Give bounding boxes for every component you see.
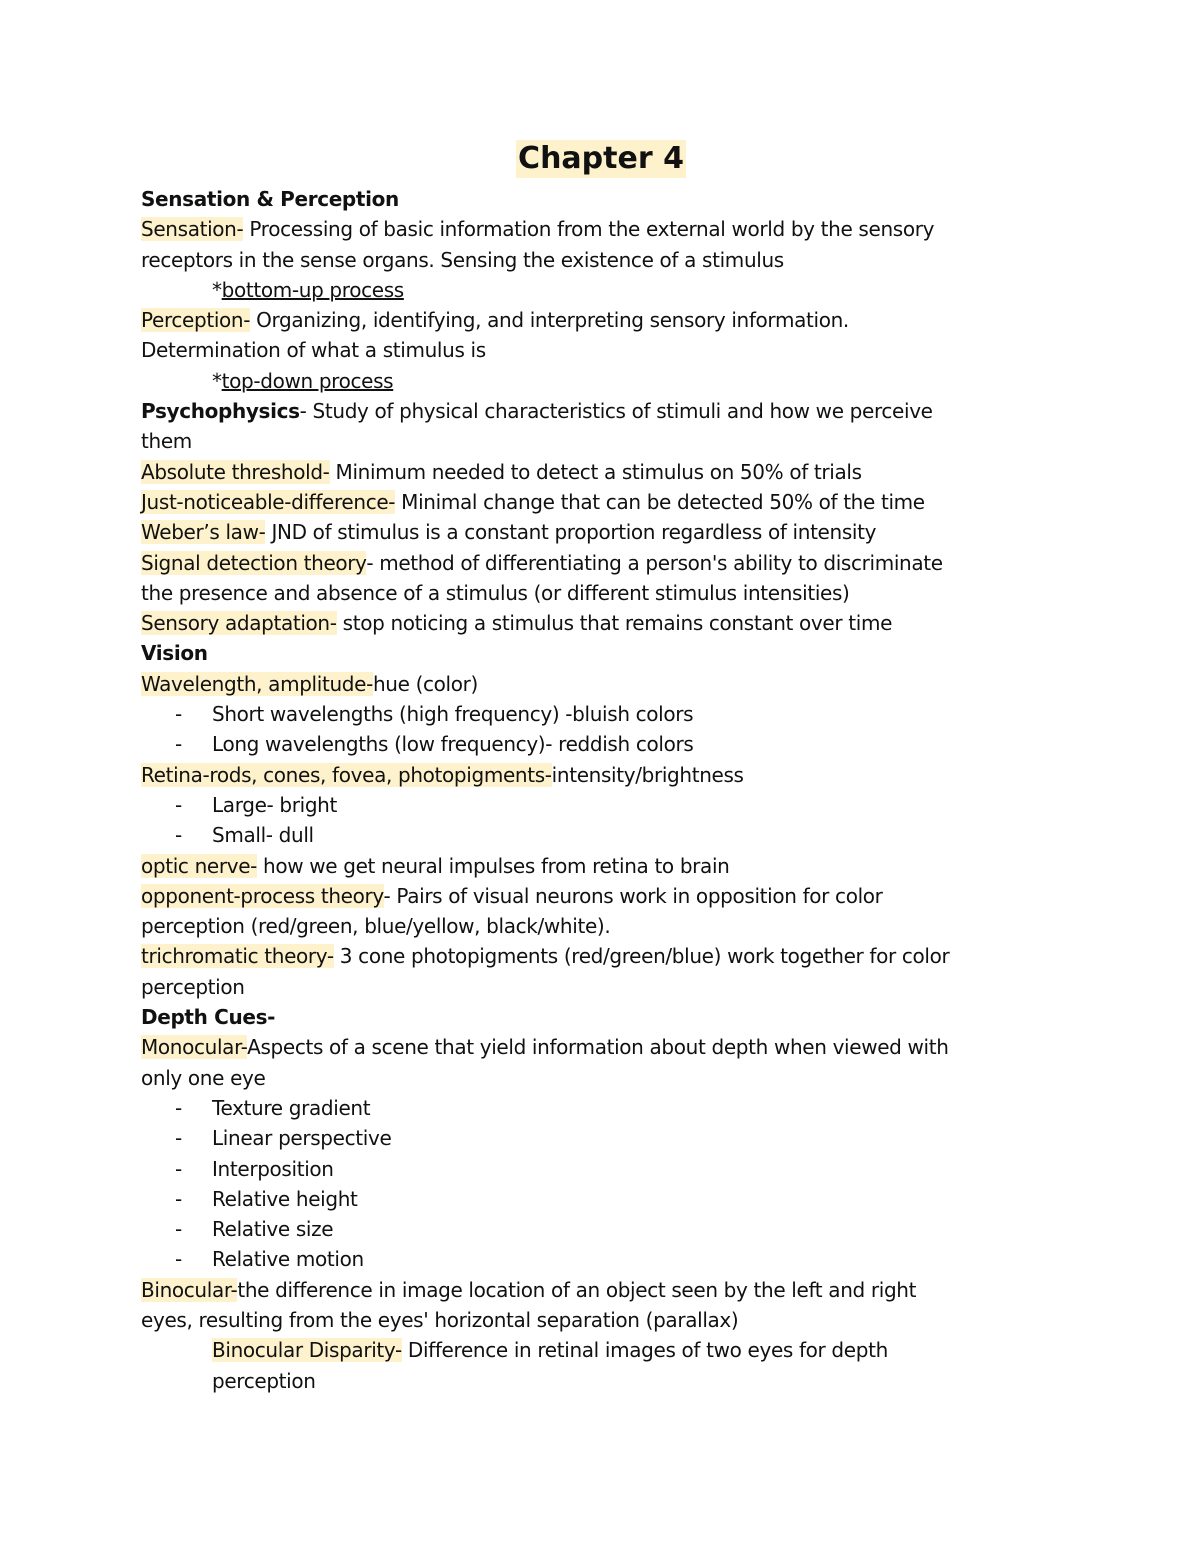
bullet-dash: - bbox=[175, 1186, 182, 1211]
definition-text: - method of differentiating a person's ability to discriminate bbox=[366, 550, 943, 575]
definition-continuation: perception bbox=[212, 1368, 316, 1393]
definition-perception bbox=[141, 305, 1061, 335]
term-psychophysics: Psychophysics bbox=[141, 399, 300, 424]
bullet-dash: - bbox=[175, 823, 182, 848]
term-perception: Perception- bbox=[141, 308, 251, 333]
definition-sensory-adaptation bbox=[141, 608, 1061, 638]
list-item bbox=[141, 790, 1061, 820]
document-page bbox=[141, 140, 1061, 1396]
definition-continuation: perception (red/green, blue/yellow, black/white). bbox=[141, 914, 611, 939]
definition-text: intensity/brightness bbox=[551, 762, 744, 787]
note-text: top-down process bbox=[221, 368, 394, 393]
list-item bbox=[141, 1093, 1061, 1123]
definition-text: stop noticing a stimulus that remains constant over time bbox=[336, 611, 893, 636]
list-item-text: Short wavelengths (high frequency) -bluish colors bbox=[212, 702, 694, 727]
definition-signal-detection bbox=[141, 548, 1061, 578]
definition-text: Aspects of a scene that yield information about depth when viewed with bbox=[247, 1035, 949, 1060]
definition-absolute-threshold bbox=[141, 457, 1061, 487]
term-jnd: Just-noticeable-difference- bbox=[141, 489, 396, 514]
definition-wavelength bbox=[141, 669, 1061, 699]
list-item-text: Large- bright bbox=[212, 792, 337, 817]
term-webers-law: Weber’s law- bbox=[141, 520, 266, 545]
definition-monocular bbox=[141, 1032, 1061, 1062]
definition-sensation bbox=[141, 214, 1061, 244]
definition-continuation: only one eye bbox=[141, 1065, 266, 1090]
list-item bbox=[141, 1244, 1061, 1274]
definition-text: Minimal change that can be detected 50% of the time bbox=[395, 489, 925, 514]
list-item bbox=[141, 729, 1061, 759]
list-item bbox=[141, 1123, 1061, 1153]
term-absolute-threshold: Absolute threshold- bbox=[141, 459, 330, 484]
term-trichromatic: trichromatic theory- bbox=[141, 944, 334, 969]
definition-text: Processing of basic information from the external world by the sensory bbox=[243, 217, 935, 242]
term-optic-nerve: optic nerve- bbox=[141, 853, 258, 878]
definition-continuation: receptors in the sense organs. Sensing the existence of a stimulus bbox=[141, 247, 784, 272]
list-item-text: Texture gradient bbox=[212, 1095, 371, 1120]
term-sensory-adaptation: Sensory adaptation- bbox=[141, 611, 337, 636]
list-item-text: Interposition bbox=[212, 1156, 334, 1181]
bullet-dash: - bbox=[175, 1095, 182, 1120]
definition-text: Minimum needed to detect a stimulus on 50% of trials bbox=[329, 459, 862, 484]
list-item-text: Relative size bbox=[212, 1217, 334, 1242]
term-binocular-disparity: Binocular Disparity- bbox=[212, 1338, 402, 1363]
definition-text: Difference in retinal images of two eyes for depth bbox=[401, 1338, 888, 1363]
definition-binocular-disparity bbox=[141, 1335, 1061, 1365]
list-item-text: Long wavelengths (low frequency)- reddish colors bbox=[212, 732, 694, 757]
definition-text: Organizing, identifying, and interpreting sensory information. bbox=[250, 308, 849, 333]
list-item bbox=[141, 1184, 1061, 1214]
list-item bbox=[141, 820, 1061, 850]
list-item bbox=[141, 1214, 1061, 1244]
term-wavelength: Wavelength, amplitude- bbox=[141, 671, 373, 696]
term-sensation: Sensation- bbox=[141, 217, 244, 242]
definition-continuation: Determination of what a stimulus is bbox=[141, 338, 486, 363]
definition-continuation: perception bbox=[141, 974, 245, 999]
note-text: bottom-up process bbox=[221, 277, 404, 302]
definition-continuation: the presence and absence of a stimulus (or different stimulus intensities) bbox=[141, 580, 850, 605]
definition-opponent-process bbox=[141, 881, 1061, 911]
term-signal-detection: Signal detection theory bbox=[141, 550, 367, 575]
definition-binocular bbox=[141, 1275, 1061, 1305]
definition-text: - Pairs of visual neurons work in opposition for color bbox=[383, 883, 883, 908]
bullet-dash: - bbox=[175, 792, 182, 817]
definition-trichromatic bbox=[141, 941, 1061, 971]
definition-optic-nerve bbox=[141, 851, 1061, 881]
bullet-dash: - bbox=[175, 1126, 182, 1151]
term-binocular: Binocular- bbox=[141, 1277, 238, 1302]
section-heading-vision: Vision bbox=[141, 641, 208, 666]
definition-retina bbox=[141, 760, 1061, 790]
definition-continuation: them bbox=[141, 429, 192, 454]
definition-text: 3 cone photopigments (red/green/blue) work together for color bbox=[333, 944, 950, 969]
definition-text: the difference in image location of an object seen by the left and right bbox=[237, 1277, 917, 1302]
definition-text: JND of stimulus is a constant proportion regardless of intensity bbox=[265, 520, 877, 545]
list-item bbox=[141, 1154, 1061, 1184]
bullet-dash: - bbox=[175, 702, 182, 727]
definition-text: hue (color) bbox=[372, 671, 478, 696]
section-heading-depth-cues: Depth Cues- bbox=[141, 1005, 276, 1030]
bullet-dash: - bbox=[175, 1217, 182, 1242]
list-item bbox=[141, 699, 1061, 729]
list-item-text: Relative height bbox=[212, 1186, 358, 1211]
definition-text: - Study of physical characteristics of stimuli and how we perceive bbox=[299, 399, 933, 424]
bullet-dash: - bbox=[175, 1156, 182, 1181]
definition-psychophysics bbox=[141, 396, 1061, 426]
list-item-text: Relative motion bbox=[212, 1247, 364, 1272]
definition-webers-law bbox=[141, 517, 1061, 547]
note-bottom-up bbox=[141, 275, 1061, 305]
definition-continuation: eyes, resulting from the eyes' horizontal separation (parallax) bbox=[141, 1307, 739, 1332]
section-heading-sensation-perception: Sensation & Perception bbox=[141, 187, 399, 211]
bullet-dash: - bbox=[175, 1247, 182, 1272]
note-star: * bbox=[212, 277, 222, 302]
list-item-text: Linear perspective bbox=[212, 1126, 392, 1151]
note-star: * bbox=[212, 368, 222, 393]
note-top-down bbox=[141, 366, 1061, 396]
definition-jnd bbox=[141, 487, 1061, 517]
chapter-title: Chapter 4 bbox=[518, 141, 684, 176]
term-monocular: Monocular- bbox=[141, 1035, 248, 1060]
term-opponent-process: opponent-process theory bbox=[141, 883, 384, 908]
list-item-text: Small- dull bbox=[212, 823, 314, 848]
title-row bbox=[141, 140, 1061, 184]
bullet-dash: - bbox=[175, 732, 182, 757]
term-retina: Retina-rods, cones, fovea, photopigments- bbox=[141, 762, 552, 787]
definition-text: how we get neural impulses from retina to brain bbox=[257, 853, 730, 878]
